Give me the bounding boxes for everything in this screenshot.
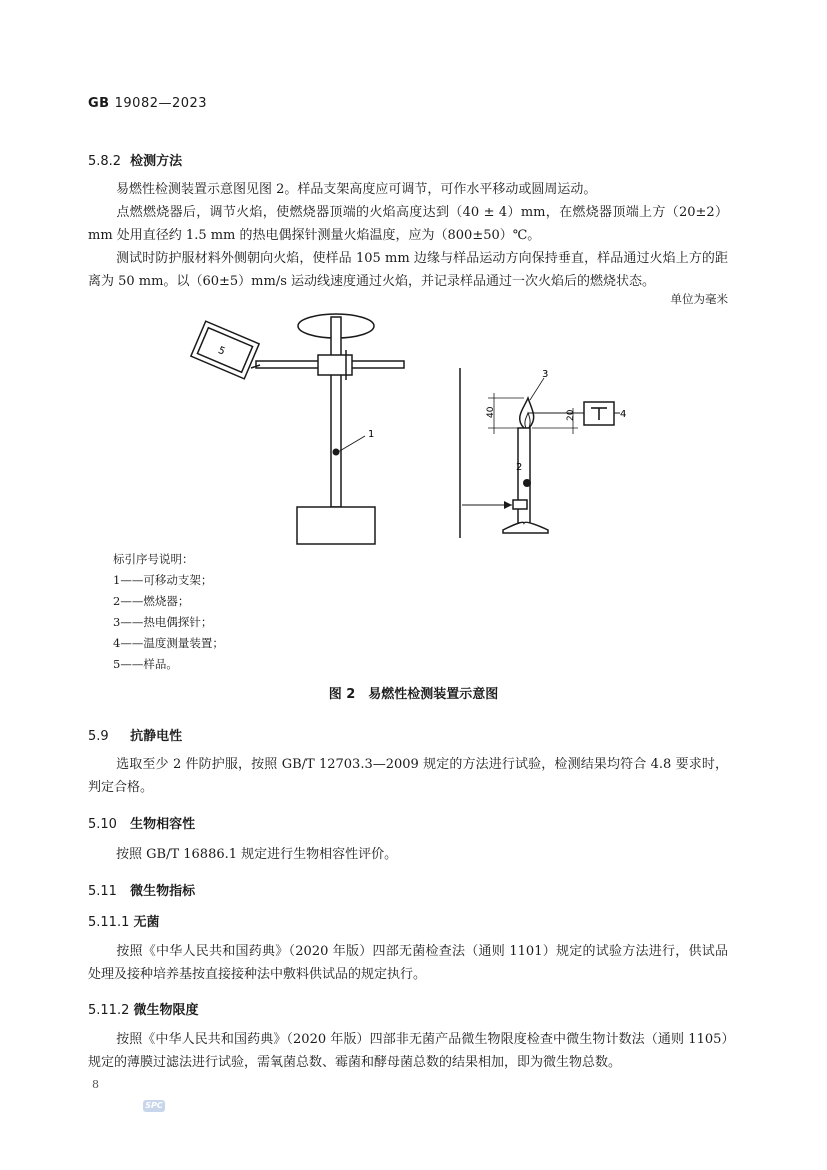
section-title: 抗静电性 (130, 729, 183, 744)
standard-number: 19082—2023 (114, 96, 208, 111)
document-header (88, 96, 207, 111)
legend-item: 2——燃烧器； (113, 594, 190, 608)
section-number: 5.11.2 (88, 1003, 130, 1018)
legend-item: 5——样品。 (113, 657, 178, 671)
legend-title: 标引序号说明： (113, 552, 194, 566)
section-5-11-1-heading (88, 911, 160, 930)
publisher-logo: SPC (143, 1100, 165, 1112)
section-5-10-heading (88, 813, 195, 832)
legend-item: 4——温度测量装置； (113, 636, 224, 650)
paragraph-apparatus: 易燃性检测装置示意图见图 2。样品支架高度应可调节，可作水平移动或圆周运动。 (116, 182, 597, 197)
figure-caption: 图 2 易燃性检测装置示意图 (328, 687, 499, 702)
paragraph-flame-setup: 点燃燃烧器后，调节火焰，使燃烧器顶端的火焰高度达到（40 ± 4）mm，在燃烧器顶端上方（20±2）mm 处用直径约 1.5 mm 的热电偶探针测量火焰温度，应为（800±50）℃。 (88, 205, 728, 243)
label-4: 4 (620, 409, 627, 420)
section-number: 5.8.2 (88, 154, 122, 169)
section-5-11-heading (88, 880, 195, 899)
thermo-symbol: T (599, 430, 600, 431)
dimension-20: 20 (566, 409, 576, 421)
paragraph-test-procedure: 测试时防护服材料外侧朝向火焰，使样品 105 mm 边缘与样品运动方向保持垂直，样品通过火焰上方的距离为 50 mm。以（60±5）mm/s 运动线速度通过火焰，并记录样品通过一次火焰后的燃烧状态。 (88, 251, 728, 289)
section-5-9-heading (88, 725, 182, 744)
standard-code: GB (88, 96, 110, 111)
paragraph-antistatic: 选取至少 2 件防护服，按照 GB/T 12703.3—2009 规定的方法进行试验，检测结果均符合 4.8 要求时，判定合格。 (88, 757, 728, 795)
paragraph-microbial-limit: 按照《中华人民共和国药典》（2020 年版）四部非无菌产品微生物限度检查中微生物计数法（通则 1105）规定的薄膜过滤法进行试验，需氧菌总数、霉菌和酵母菌总数的结果相加，即为微生物总数。 (88, 1032, 728, 1070)
unit-note: 单位为毫米 (670, 292, 728, 306)
paragraph-sterility: 按照《中华人民共和国药典》（2020 年版）四部无菌检查法（通则 1101）规定的试验方法进行，供试品处理及接种培养基按直接接种法中敷料供试品的规定执行。 (88, 944, 728, 982)
label-2: 2 (516, 462, 523, 473)
label-1: 1 (368, 429, 375, 440)
page-number: 8 (92, 1078, 99, 1091)
paragraph-biocompatibility: 按照 GB/T 16886.1 规定进行生物相容性评价。 (116, 847, 398, 862)
dimension-40: 40 (486, 406, 496, 418)
clamp (318, 355, 352, 375)
legend-item: 1——可移动支架； (113, 573, 213, 587)
section-title: 无菌 (133, 915, 160, 930)
stand-dot (333, 449, 340, 456)
section-title: 生物相容性 (130, 817, 196, 832)
stand-rod (331, 317, 341, 507)
label-5: 5 (216, 345, 227, 358)
section-number: 5.10 (88, 817, 117, 832)
section-title: 微生物指标 (130, 884, 196, 899)
legend-item: 3——热电偶探针； (113, 615, 213, 629)
section-title: 检测方法 (130, 154, 183, 169)
stand-base (297, 507, 375, 544)
section-title: 微生物限度 (133, 1003, 199, 1018)
burner-base (503, 522, 548, 533)
section-5-11-2-heading (88, 999, 199, 1018)
label-3: 3 (542, 369, 549, 380)
section-5-8-2-heading (88, 150, 182, 169)
burner-dot (523, 479, 531, 487)
section-number: 5.11 (88, 884, 117, 899)
flammability-apparatus-diagram (0, 300, 827, 545)
section-number: 5.9 (88, 729, 109, 744)
section-number: 5.11.1 (88, 915, 130, 930)
